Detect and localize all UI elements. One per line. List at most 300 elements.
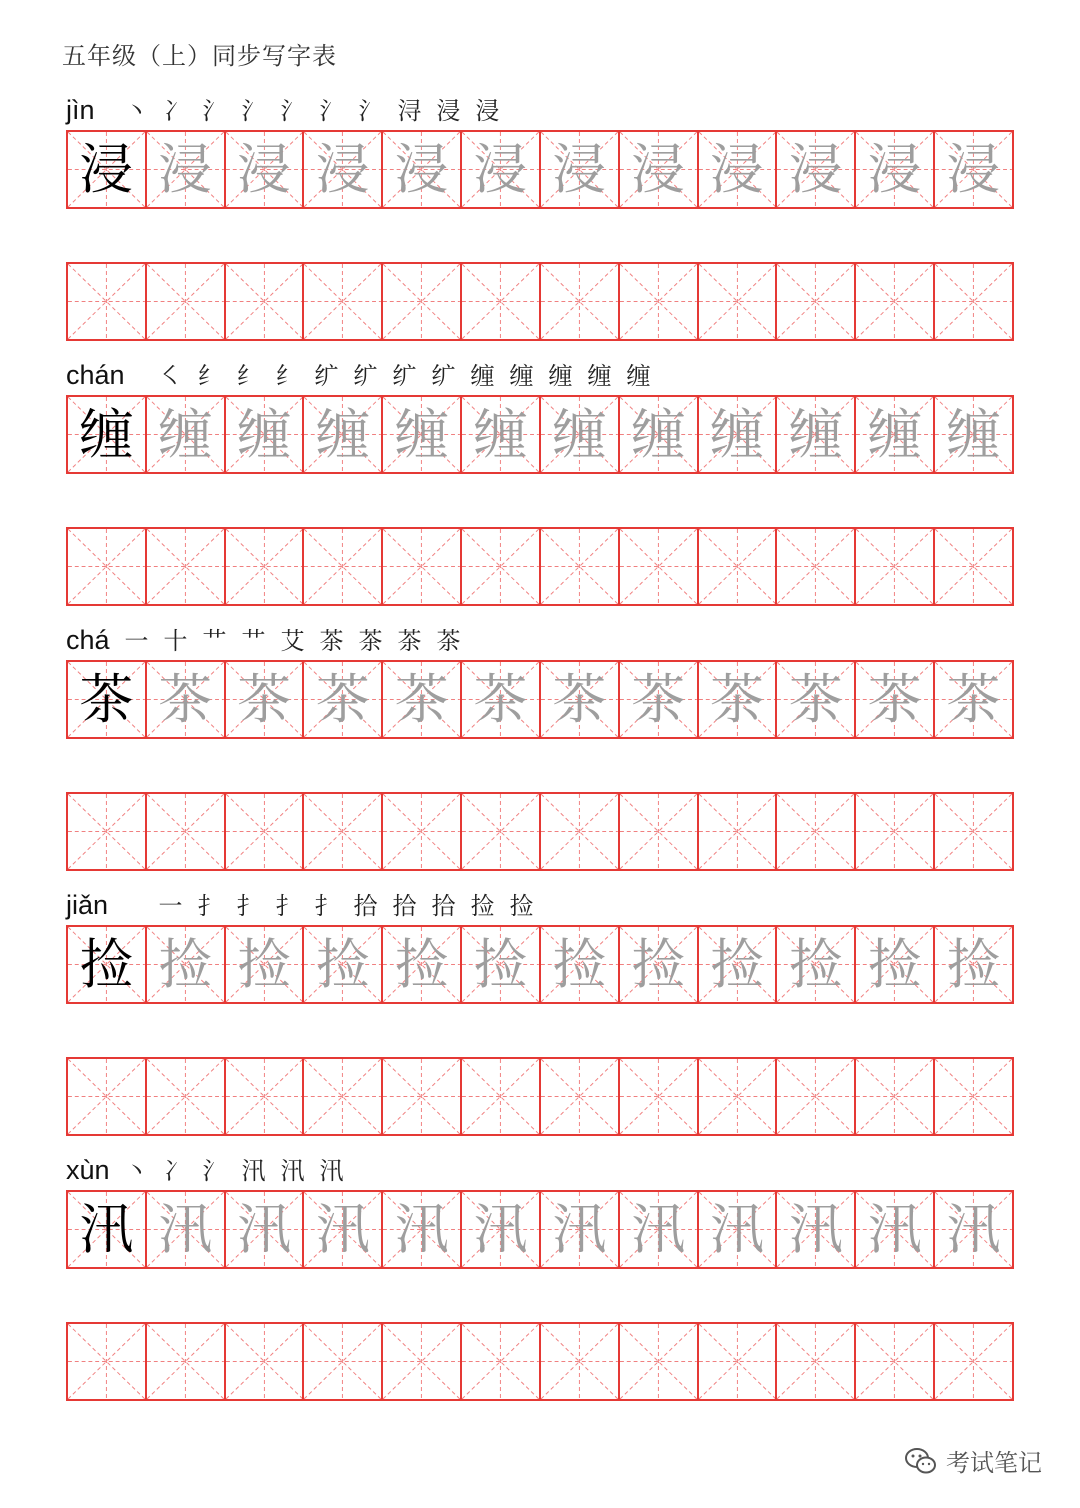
trace-character: 浸 — [867, 137, 922, 201]
trace-character: 浸 — [710, 137, 765, 201]
guide-lines — [620, 1059, 697, 1134]
stroke-step: 缠 — [587, 362, 612, 390]
practice-cell[interactable] — [699, 1324, 778, 1399]
stroke-step: 拾 — [431, 892, 456, 920]
trace-row — [66, 395, 1014, 474]
practice-cell[interactable] — [383, 794, 462, 869]
practice-cell[interactable] — [304, 529, 383, 604]
practice-cell[interactable] — [147, 1324, 226, 1399]
practice-cell[interactable] — [68, 1059, 147, 1134]
trace-cell — [304, 927, 383, 1002]
trace-cell — [620, 662, 699, 737]
practice-cell[interactable] — [699, 1059, 778, 1134]
trace-character: 缠 — [394, 402, 449, 466]
trace-character: 茶 — [315, 667, 370, 731]
trace-cell — [383, 927, 462, 1002]
model-character: 缠 — [79, 402, 134, 466]
trace-cell — [620, 397, 699, 472]
guide-lines — [383, 529, 460, 604]
stroke-step: 艾 — [280, 627, 305, 655]
trace-character: 缠 — [473, 402, 528, 466]
practice-cell[interactable] — [304, 1059, 383, 1134]
guide-lines — [856, 529, 933, 604]
practice-cell[interactable] — [856, 529, 935, 604]
trace-character: 茶 — [158, 667, 213, 731]
trace-cell — [383, 132, 462, 207]
pinyin: chán — [66, 360, 125, 390]
model-cell — [68, 927, 147, 1002]
trace-character: 汛 — [788, 1197, 843, 1261]
trace-cell — [147, 927, 226, 1002]
guide-lines — [777, 794, 854, 869]
trace-cell — [304, 1192, 383, 1267]
practice-row — [66, 527, 1014, 606]
stroke-step: 一 — [124, 627, 149, 655]
trace-cell — [147, 1192, 226, 1267]
practice-cell[interactable] — [383, 529, 462, 604]
guide-lines — [699, 794, 776, 869]
practice-cell[interactable] — [777, 1059, 856, 1134]
stroke-step: 浸 — [475, 97, 500, 125]
trace-character: 浸 — [631, 137, 686, 201]
stroke-order — [120, 91, 504, 128]
trace-character: 汛 — [473, 1197, 528, 1261]
practice-cell[interactable] — [620, 1059, 699, 1134]
trace-character: 捡 — [552, 932, 607, 996]
trace-cell — [777, 397, 856, 472]
practice-cell[interactable] — [68, 794, 147, 869]
trace-cell — [935, 662, 1014, 737]
guide-lines — [462, 794, 539, 869]
model-cell — [68, 397, 147, 472]
guide-lines — [856, 794, 933, 869]
guide-lines — [699, 1059, 776, 1134]
pinyin: chá — [66, 625, 110, 655]
trace-row — [66, 660, 1014, 739]
guide-lines — [226, 529, 303, 604]
trace-cell — [935, 927, 1014, 1002]
stroke-step: 艹 — [241, 627, 266, 655]
stroke-step: 纟 — [197, 362, 222, 390]
practice-cell[interactable] — [541, 1059, 620, 1134]
stroke-step: 茶 — [358, 627, 383, 655]
guide-lines — [541, 264, 618, 339]
model-character: 汛 — [79, 1197, 134, 1261]
stroke-step: 拾 — [392, 892, 417, 920]
practice-cell[interactable] — [226, 529, 305, 604]
stroke-step: 拾 — [353, 892, 378, 920]
practice-cell[interactable] — [226, 794, 305, 869]
trace-cell — [226, 397, 305, 472]
trace-cell — [620, 1192, 699, 1267]
trace-cell — [777, 927, 856, 1002]
trace-character: 茶 — [237, 667, 292, 731]
practice-cell[interactable] — [462, 794, 541, 869]
pinyin: jìn — [66, 95, 95, 125]
stroke-step: 扌 — [236, 892, 261, 920]
trace-character: 捡 — [788, 932, 843, 996]
stroke-step: 氵 — [319, 97, 344, 125]
practice-cell[interactable] — [541, 1324, 620, 1399]
practice-cell[interactable] — [383, 264, 462, 339]
guide-lines — [68, 264, 145, 339]
trace-cell — [147, 132, 226, 207]
practice-cell[interactable] — [620, 1324, 699, 1399]
stroke-step: 缠 — [626, 362, 651, 390]
model-cell — [68, 132, 147, 207]
guide-lines — [147, 794, 224, 869]
stroke-order — [120, 1151, 348, 1188]
practice-cell[interactable] — [147, 529, 226, 604]
trace-character: 捡 — [946, 932, 1001, 996]
practice-cell[interactable] — [226, 264, 305, 339]
practice-cell[interactable] — [620, 794, 699, 869]
character-section — [66, 1146, 1014, 1401]
guide-lines — [935, 1059, 1012, 1134]
stroke-step: 缠 — [509, 362, 534, 390]
trace-character: 汛 — [631, 1197, 686, 1261]
trace-character: 捡 — [631, 932, 686, 996]
stroke-step: 捡 — [470, 892, 495, 920]
trace-character: 缠 — [710, 402, 765, 466]
practice-cell[interactable] — [304, 1324, 383, 1399]
practice-cell[interactable] — [856, 1059, 935, 1134]
trace-cell — [935, 132, 1014, 207]
trace-character: 汛 — [867, 1197, 922, 1261]
practice-row — [66, 792, 1014, 871]
trace-cell — [856, 662, 935, 737]
trace-cell — [620, 927, 699, 1002]
stroke-order — [154, 886, 538, 923]
guide-lines — [541, 1324, 618, 1399]
stroke-step: 纩 — [314, 362, 339, 390]
trace-cell — [541, 927, 620, 1002]
practice-cell[interactable] — [935, 1059, 1014, 1134]
stroke-step: 丶 — [124, 97, 149, 125]
character-section — [66, 881, 1014, 1136]
pinyin-line — [66, 881, 1014, 925]
stroke-step: 冫 — [163, 1157, 188, 1185]
stroke-step: 茶 — [397, 627, 422, 655]
practice-cell[interactable] — [935, 264, 1014, 339]
guide-lines — [304, 1059, 381, 1134]
trace-character: 茶 — [946, 667, 1001, 731]
stroke-step: 扌 — [197, 892, 222, 920]
trace-cell — [856, 1192, 935, 1267]
practice-cell[interactable] — [777, 529, 856, 604]
pinyin-line — [66, 351, 1014, 395]
trace-character: 捡 — [867, 932, 922, 996]
guide-lines — [304, 264, 381, 339]
trace-character: 浸 — [237, 137, 292, 201]
guide-lines — [68, 1059, 145, 1134]
stroke-step: 缠 — [548, 362, 573, 390]
guide-lines — [699, 264, 776, 339]
practice-cell[interactable] — [620, 264, 699, 339]
trace-character: 捡 — [473, 932, 528, 996]
trace-character: 茶 — [552, 667, 607, 731]
trace-cell — [147, 662, 226, 737]
practice-cell[interactable] — [541, 529, 620, 604]
trace-cell — [935, 1192, 1014, 1267]
practice-row — [66, 1322, 1014, 1401]
stroke-step: 纩 — [392, 362, 417, 390]
stroke-step: 氵 — [241, 97, 266, 125]
trace-character: 茶 — [710, 667, 765, 731]
guide-lines — [541, 794, 618, 869]
trace-cell — [383, 397, 462, 472]
stroke-step: ㇛ — [158, 362, 183, 390]
trace-character: 捡 — [237, 932, 292, 996]
trace-character: 茶 — [394, 667, 449, 731]
practice-cell[interactable] — [935, 529, 1014, 604]
practice-cell[interactable] — [699, 794, 778, 869]
stroke-step: 氵 — [280, 97, 305, 125]
practice-cell[interactable] — [856, 794, 935, 869]
trace-cell — [699, 1192, 778, 1267]
trace-cell — [699, 132, 778, 207]
watermark-text: 考试笔记 — [946, 1449, 1042, 1477]
practice-cell[interactable] — [462, 1059, 541, 1134]
practice-cell[interactable] — [541, 264, 620, 339]
guide-lines — [383, 1324, 460, 1399]
stroke-step: 一 — [158, 892, 183, 920]
guide-lines — [620, 529, 697, 604]
character-section — [66, 86, 1014, 341]
practice-cell[interactable] — [699, 529, 778, 604]
guide-lines — [226, 1324, 303, 1399]
trace-character: 缠 — [552, 402, 607, 466]
guide-lines — [304, 794, 381, 869]
practice-cell[interactable] — [383, 1059, 462, 1134]
trace-character: 茶 — [473, 667, 528, 731]
trace-cell — [304, 662, 383, 737]
trace-cell — [699, 662, 778, 737]
guide-lines — [541, 1059, 618, 1134]
practice-cell[interactable] — [462, 529, 541, 604]
practice-row — [66, 262, 1014, 341]
practice-cell[interactable] — [777, 1324, 856, 1399]
practice-cell[interactable] — [699, 264, 778, 339]
trace-cell — [383, 1192, 462, 1267]
practice-cell[interactable] — [147, 264, 226, 339]
guide-lines — [699, 1324, 776, 1399]
guide-lines — [147, 1324, 224, 1399]
pinyin-line — [66, 1146, 1014, 1190]
trace-cell — [226, 1192, 305, 1267]
trace-character: 茶 — [867, 667, 922, 731]
page-title: 五年级（上）同步写字表 — [62, 42, 337, 70]
trace-cell — [462, 927, 541, 1002]
model-character: 茶 — [79, 667, 134, 731]
stroke-step: 氵 — [358, 97, 383, 125]
stroke-step: 氵 — [202, 97, 227, 125]
pinyin-line — [66, 86, 1014, 130]
guide-lines — [777, 1324, 854, 1399]
trace-character: 浸 — [473, 137, 528, 201]
character-section — [66, 351, 1014, 606]
practice-cell[interactable] — [68, 264, 147, 339]
trace-cell — [147, 397, 226, 472]
trace-character: 缠 — [631, 402, 686, 466]
practice-cell[interactable] — [226, 1324, 305, 1399]
wechat-icon — [904, 1446, 938, 1476]
guide-lines — [68, 794, 145, 869]
trace-cell — [777, 662, 856, 737]
practice-cell[interactable] — [462, 264, 541, 339]
character-section — [66, 616, 1014, 871]
pinyin: jiǎn — [66, 890, 109, 920]
guide-lines — [304, 1324, 381, 1399]
trace-cell — [226, 662, 305, 737]
trace-character: 汛 — [237, 1197, 292, 1261]
trace-cell — [541, 397, 620, 472]
guide-lines — [935, 529, 1012, 604]
trace-character: 汛 — [158, 1197, 213, 1261]
stroke-step: 冫 — [163, 97, 188, 125]
practice-cell[interactable] — [856, 264, 935, 339]
practice-cell[interactable] — [620, 529, 699, 604]
guide-lines — [935, 1324, 1012, 1399]
trace-character: 汛 — [946, 1197, 1001, 1261]
trace-character: 浸 — [394, 137, 449, 201]
model-cell — [68, 662, 147, 737]
practice-cell[interactable] — [541, 794, 620, 869]
trace-cell — [541, 1192, 620, 1267]
trace-cell — [699, 927, 778, 1002]
guide-lines — [935, 794, 1012, 869]
stroke-step: 扌 — [275, 892, 300, 920]
practice-cell[interactable] — [304, 794, 383, 869]
stroke-step: 丶 — [124, 1157, 149, 1185]
trace-cell — [620, 132, 699, 207]
stroke-step: 氵 — [202, 1157, 227, 1185]
guide-lines — [935, 264, 1012, 339]
trace-character: 捡 — [315, 932, 370, 996]
trace-character: 浸 — [946, 137, 1001, 201]
trace-cell — [541, 662, 620, 737]
guide-lines — [777, 1059, 854, 1134]
guide-lines — [147, 1059, 224, 1134]
stroke-step: 纩 — [353, 362, 378, 390]
guide-lines — [462, 264, 539, 339]
watermark — [904, 1443, 1042, 1478]
guide-lines — [226, 264, 303, 339]
trace-character: 缠 — [158, 402, 213, 466]
stroke-step: 捡 — [509, 892, 534, 920]
guide-lines — [620, 1324, 697, 1399]
guide-lines — [383, 264, 460, 339]
guide-lines — [68, 1324, 145, 1399]
practice-cell[interactable] — [304, 264, 383, 339]
guide-lines — [777, 529, 854, 604]
trace-cell — [856, 132, 935, 207]
guide-lines — [856, 264, 933, 339]
guide-lines — [462, 1059, 539, 1134]
stroke-step: 纩 — [431, 362, 456, 390]
trace-character: 缠 — [788, 402, 843, 466]
practice-row — [66, 1057, 1014, 1136]
trace-cell — [777, 132, 856, 207]
stroke-order — [154, 356, 655, 393]
guide-lines — [777, 264, 854, 339]
model-character: 浸 — [79, 137, 134, 201]
practice-cell[interactable] — [935, 1324, 1014, 1399]
trace-cell — [856, 397, 935, 472]
practice-cell[interactable] — [856, 1324, 935, 1399]
trace-character: 茶 — [631, 667, 686, 731]
stroke-step: 浔 — [397, 97, 422, 125]
guide-lines — [383, 794, 460, 869]
guide-lines — [462, 529, 539, 604]
trace-cell — [935, 397, 1014, 472]
trace-cell — [462, 662, 541, 737]
trace-character: 浸 — [315, 137, 370, 201]
stroke-step: 汛 — [319, 1157, 344, 1185]
practice-cell[interactable] — [147, 794, 226, 869]
model-cell — [68, 1192, 147, 1267]
stroke-order — [120, 621, 465, 658]
pinyin-line — [66, 616, 1014, 660]
guide-lines — [226, 794, 303, 869]
trace-cell — [462, 1192, 541, 1267]
trace-cell — [226, 132, 305, 207]
practice-cell[interactable] — [383, 1324, 462, 1399]
trace-cell — [462, 397, 541, 472]
guide-lines — [68, 529, 145, 604]
trace-character: 汛 — [710, 1197, 765, 1261]
trace-cell — [462, 132, 541, 207]
practice-cell[interactable] — [147, 1059, 226, 1134]
trace-character: 汛 — [552, 1197, 607, 1261]
practice-cell[interactable] — [226, 1059, 305, 1134]
guide-lines — [147, 264, 224, 339]
trace-character: 浸 — [158, 137, 213, 201]
trace-character: 汛 — [315, 1197, 370, 1261]
practice-cell[interactable] — [462, 1324, 541, 1399]
trace-row — [66, 1190, 1014, 1269]
stroke-step: 汛 — [280, 1157, 305, 1185]
guide-lines — [383, 1059, 460, 1134]
trace-character: 浸 — [552, 137, 607, 201]
trace-character: 缠 — [237, 402, 292, 466]
practice-cell[interactable] — [68, 1324, 147, 1399]
guide-lines — [147, 529, 224, 604]
stroke-step: 汛 — [241, 1157, 266, 1185]
stroke-step: 十 — [163, 627, 188, 655]
guide-lines — [226, 1059, 303, 1134]
trace-character: 缠 — [315, 402, 370, 466]
practice-cell[interactable] — [68, 529, 147, 604]
stroke-step: 扌 — [314, 892, 339, 920]
guide-lines — [699, 529, 776, 604]
trace-character: 捡 — [394, 932, 449, 996]
guide-lines — [304, 529, 381, 604]
guide-lines — [856, 1059, 933, 1134]
practice-cell[interactable] — [777, 264, 856, 339]
trace-cell — [856, 927, 935, 1002]
guide-lines — [620, 794, 697, 869]
trace-character: 捡 — [158, 932, 213, 996]
trace-character: 缠 — [946, 402, 1001, 466]
practice-cell[interactable] — [777, 794, 856, 869]
guide-lines — [856, 1324, 933, 1399]
trace-cell — [541, 132, 620, 207]
practice-cell[interactable] — [935, 794, 1014, 869]
stroke-step: 艹 — [202, 627, 227, 655]
trace-cell — [304, 132, 383, 207]
stroke-step: 茶 — [436, 627, 461, 655]
